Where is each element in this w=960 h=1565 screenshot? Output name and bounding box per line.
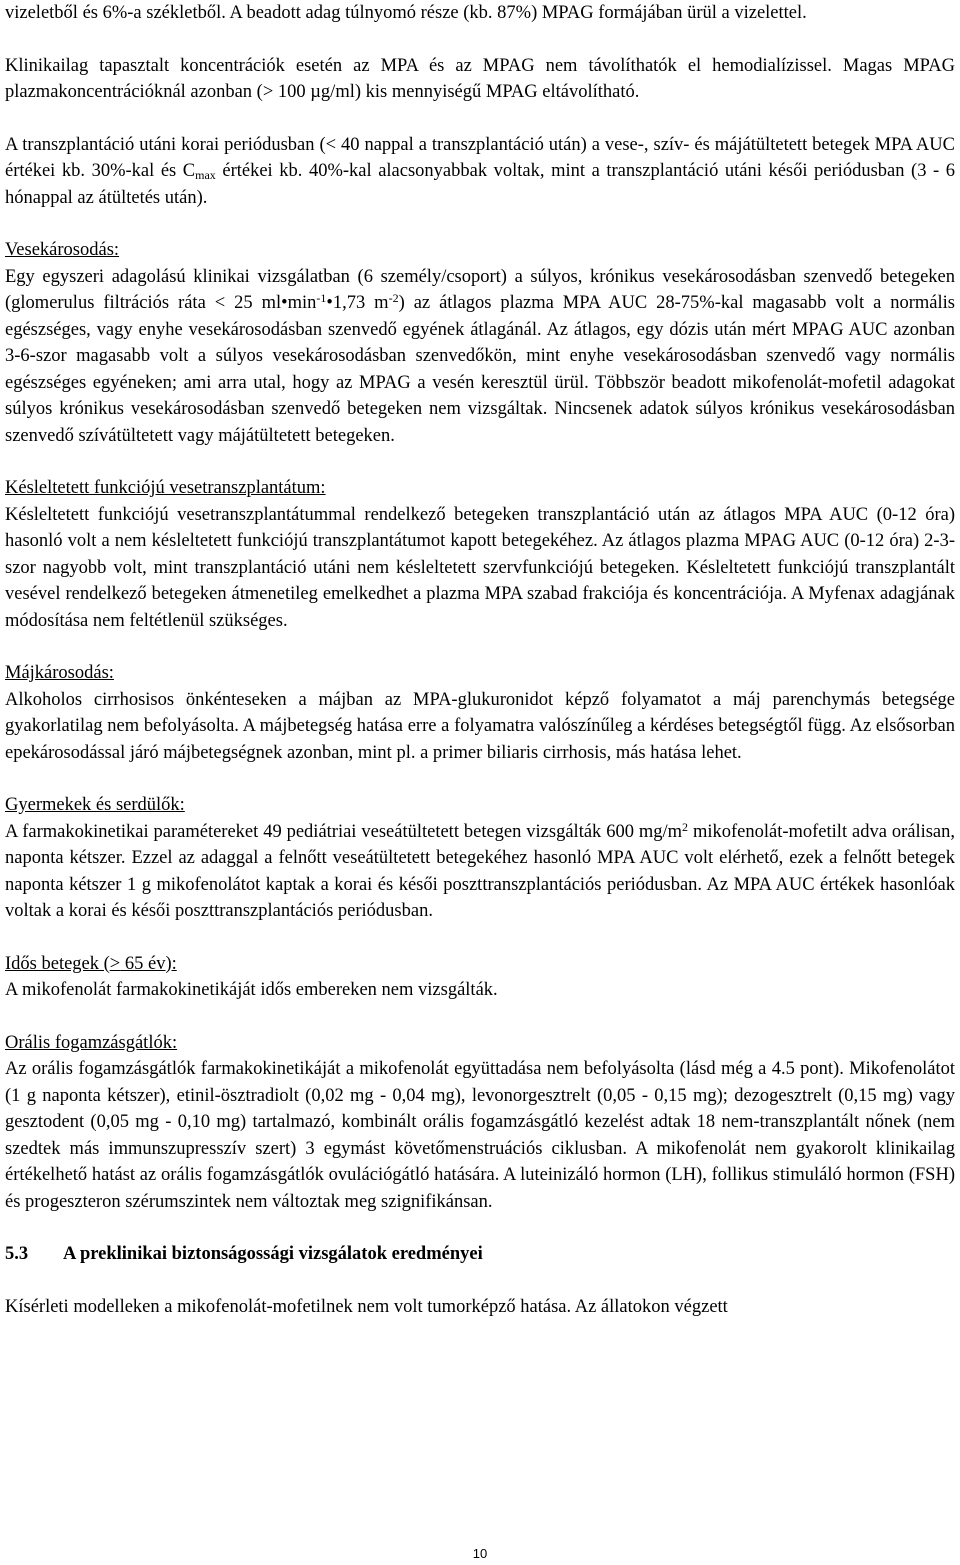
renal-sup-2: -2	[388, 291, 399, 305]
pediatric-paragraph	[5, 819, 955, 925]
renal-heading: Vesekárosodás:	[5, 240, 120, 260]
cmax-subscript: max	[195, 168, 216, 182]
renal-sup-1: -1	[316, 291, 327, 305]
intro-paragraph-2: Klinikailag tapasztalt koncentrációk esetén az MPA és az MPAG nem távolíthatók el hemodialízissel. Magas MPAG plazmakoncentrációknál azonban (> 100 µg/ml) kis mennyiségű MPAG eltávolítható.	[5, 55, 955, 102]
elderly-paragraph: A mikofenolát farmakokinetikáját idős embereken nem vizsgálták.	[5, 980, 498, 1000]
hepatic-paragraph: Alkoholos cirrhosisos önkénteseken a májban az MPA-glukuronidot képző folyamatot a máj parenchymás betegsége gyakorlatilag nem befolyásolta. A májbetegség hatása erre a folyamatra valószínűleg a kérdéses betegségtől függ. Az elsősorban epekárosodással járó májbetegségnek azonban, mint pl. a primer biliaris cirrhosis, más hatása lehet.	[5, 689, 955, 763]
pediatric-heading: Gyermekek és serdülők:	[5, 795, 185, 815]
elderly-heading-symbol: >	[109, 953, 121, 974]
elderly-heading	[5, 951, 955, 978]
intro-p3-text-b: értékei kb. 40%-kal alacsonyabbak voltak, mint a transzplantáció utáni késői periódusban (3 - 6 hónappal az átültetés után).	[5, 161, 955, 208]
renal-paragraph	[5, 264, 955, 450]
renal-text-2: •1,73 m	[326, 293, 389, 313]
elderly-heading-b: 65 év):	[120, 953, 177, 974]
delayed-graft-paragraph: Késleltetett funkciójú vesetranszplantátummal rendelkező betegeken transzplantáció után az átlagos MPA AUC (0-12 óra) hasonló volt a nem késleltetett funkciójú transzplantátumot kapott betegekéhez. Az átlagos plazma MPAG AUC (0-12 óra) 2-3-szor nagyobb volt, mint transzplantáció utáni nem késleltetett szervfunkciójú betegeken. Késleltetett funkciójú transzplantált vesével rendelkező betegeken átmenetileg emelkedhet a plazma MPA szabad frakciója és koncentrációja. A Myfenax adagjának módosítása nem feltétlenül szükséges.	[5, 504, 955, 631]
page-number: 10	[472, 1546, 488, 1561]
oral-contraceptives-paragraph: Az orális fogamzásgátlók farmakokinetikáját a mikofenolát együttadása nem befolyásolta (lásd még a 4.5 pont). Mikofenolátot (1 g naponta kétszer), etinil-ösztradiolt (0,02 mg - 0,04 mg), levonorgesztrelt (0,05 - 0,15 mg); dezogesztrelt (0,15 mg) vagy gesztodent (0,05 mg - 0,10 mg) tartalmazó, kombinált orális fogamzásgátló kezelést adtak 18 nem-transzplantált nőnek (nem szedtek más immunszupresszív szert) 3 egymást követőmenstruációs ciklusban. A mikofenolát nem gyakorolt klinikailag értékelhető hatást az orális fogamzásgátlók ovulációgátló hatására. A luteinizáló hormon (LH), follikus stimuláló hormon (FSH) és progeszteron szérumszintek nem változtak meg szignifikánsan.	[5, 1059, 955, 1212]
pediatric-text-1: A farmakokinetikai paramétereket 49 pediátriai veseátültetett betegen vizsgálták 600 mg/m	[5, 821, 683, 842]
intro-p3-text-a: A transzplantáció utáni korai periódusban (< 40 nappal a transzplantáció után) a vese-, szív- és májátültetett betegek MPA AUC értékei kb. 30%-kal és C	[5, 134, 955, 181]
section-heading	[5, 1241, 955, 1268]
renal-text-3: ) az átlagos plazma MPA AUC 28-75%-kal magasabb volt a normális egészséges, vagy enyhe vesekárosodásban szenvedő egyének átlagánál. Az átlagos, egy dózis után mért MPAG AUC azonban 3-6-szor magasabb volt a súlyos vesekárosodásban szenvedőkön, mint enyhe vesekárosodásban szenvedő vagy normális egészséges egyéneken; ami arra utal, hogy az MPAG a vesén keresztül ürül. Többször beadott mikofenolát-mofetil adagokat súlyos krónikus vesekárosodásban szenvedő betegeken nem vizsgáltak. Nincsenek adatok súlyos krónikus vesekárosodásban szenvedő szívátültetett vagy májátültetett betegeken.	[5, 293, 955, 446]
section-number: 5.3	[5, 1244, 29, 1264]
section-paragraph: Kísérleti modelleken a mikofenolát-mofetilnek nem volt tumorképző hatása. Az állatokon végzett	[5, 1296, 728, 1317]
pediatric-text-2: mikofenolát-mofetilt adva orálisan, naponta kétszer. Ezzel az adaggal a felnőtt veseátültetett betegekéhez hasonló MPA AUC volt elérhető, ezek a felnőtt betegek naponta kétszer 1 g mikofenolátot kaptak a korai és késői poszttranszplantációs periódusban. Az MPA AUC értékek hasonlóak voltak a korai és késői poszttranszplantációs periódusban.	[5, 821, 956, 921]
hepatic-heading: Májkárosodás:	[5, 663, 114, 683]
section-title: A preklinikai biztonságossági vizsgálatok eredményei	[63, 1244, 483, 1264]
document-page	[5, 0, 955, 1320]
elderly-heading-a: Idős betegek (	[5, 953, 110, 974]
renal-text-1: Egy egyszeri adagolású klinikai vizsgálatban (6 személy/csoport) a súlyos, krónikus vesekárosodásban szenvedő betegeken (glomerulus filtrációs ráta < 25 ml•min	[5, 266, 955, 313]
intro-paragraph-3	[5, 132, 955, 212]
intro-paragraph-1: vizeletből és 6%-a székletből. A beadott adag túlnyomó része (kb. 87%) MPAG formájában ürül a vizelettel.	[5, 3, 807, 23]
oral-contraceptives-heading: Orális fogamzásgátlók:	[5, 1032, 178, 1053]
delayed-graft-heading: Késleltetett funkciójú vesetranszplantátum:	[5, 478, 326, 498]
pediatric-sup: 2	[682, 819, 689, 834]
